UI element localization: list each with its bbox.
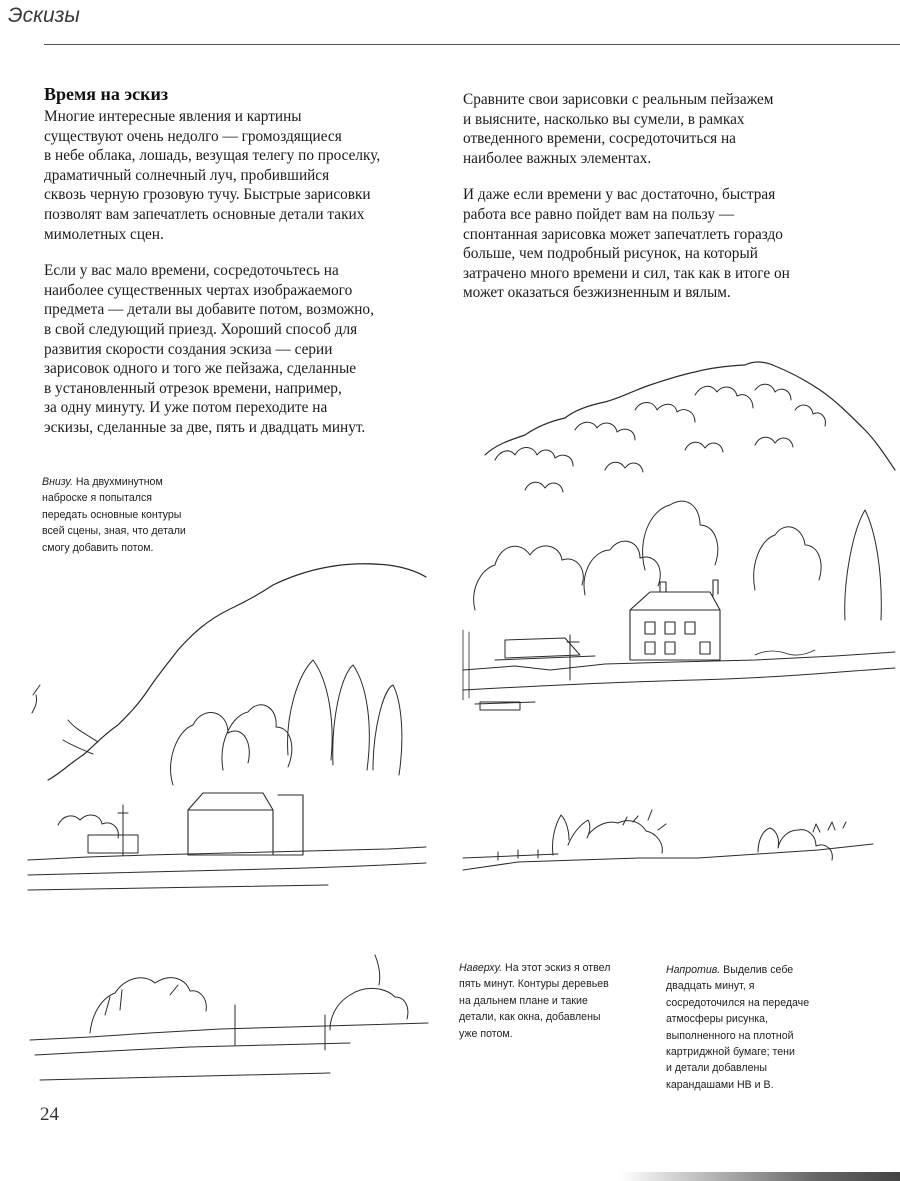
- left-column: [44, 107, 444, 455]
- header-rule: [44, 44, 900, 45]
- caption-five-minute-text: На этот эскиз я отвел пять минут. Контуры деревьев на дальнем плане и такие детали, как окна, добавлены уже потом.: [459, 962, 611, 1040]
- right-column: [463, 90, 863, 320]
- caption-twenty-minute-text: Выделив себе двадцать минут, я сосредоточился на передаче атмосферы рисунка, выполненного на плотной картриджной бумаге; тени и детали добавлены карандашами НВ и В.: [666, 964, 810, 1091]
- caption-two-minute-lead: Внизу.: [42, 476, 73, 488]
- section-title: Эскизы: [8, 4, 80, 27]
- caption-two-minute-text: На двухминутном наброске я попытался передать основные контуры всей сцены, зная, что детали смогу добавить потом.: [42, 476, 186, 554]
- two-minute-sketch: [28, 555, 428, 900]
- right-paragraph-1: Сравните свои зарисовки с реальным пейзажем и выясните, насколько вы сумели, в рамках отведенного времени, сосредоточиться на наиболее важных элементах.: [463, 91, 774, 167]
- left-paragraph-2: Если у вас мало времени, сосредоточьтесь на наиболее существенных чертах изображаемого предмета — детали вы добавите потом, возможно, в свой следующий приезд. Хороший способ для развития скорости создания эскиза — серии зарисовок одного и того же пейзажа, сделанные в установленный отрезок времени, например, за одну минуту. И уже потом переходите на эскизы, сделанные за две, пять и двадцать минут.: [44, 262, 374, 436]
- scan-edge: [620, 1172, 900, 1181]
- caption-twenty-minute-lead: Напротив.: [666, 964, 721, 976]
- caption-five-minute-lead: Наверху.: [459, 962, 503, 974]
- caption-five-minute: [459, 960, 649, 1042]
- caption-twenty-minute: [666, 962, 856, 1093]
- page-number: 24: [40, 1104, 59, 1125]
- caption-two-minute: [42, 474, 232, 556]
- five-minute-sketch: [458, 800, 878, 880]
- right-paragraph-2: И даже если времени у вас достаточно, быстрая работа все равно пойдет вам на пользу — спонтанная зарисовка может запечатлеть гораздо больше, чем подробный рисунок, на который затрачено много времени и сил, так как в итоге он может оказаться безжизненным и вялым.: [463, 186, 790, 302]
- article-heading: Время на эскиз: [44, 84, 169, 104]
- twenty-minute-sketch: [455, 360, 900, 720]
- one-minute-sketch: [30, 945, 430, 1090]
- left-paragraph-1: Многие интересные явления и картины существуют очень недолго — громоздящиеся в небе облака, лошадь, везущая телегу по проселку, драматичный солнечный луч, пробившийся сквозь черную грозовую тучу. Быстрые зарисовки позволят вам запечатлеть основные детали таких мимолетных сцен.: [44, 108, 381, 243]
